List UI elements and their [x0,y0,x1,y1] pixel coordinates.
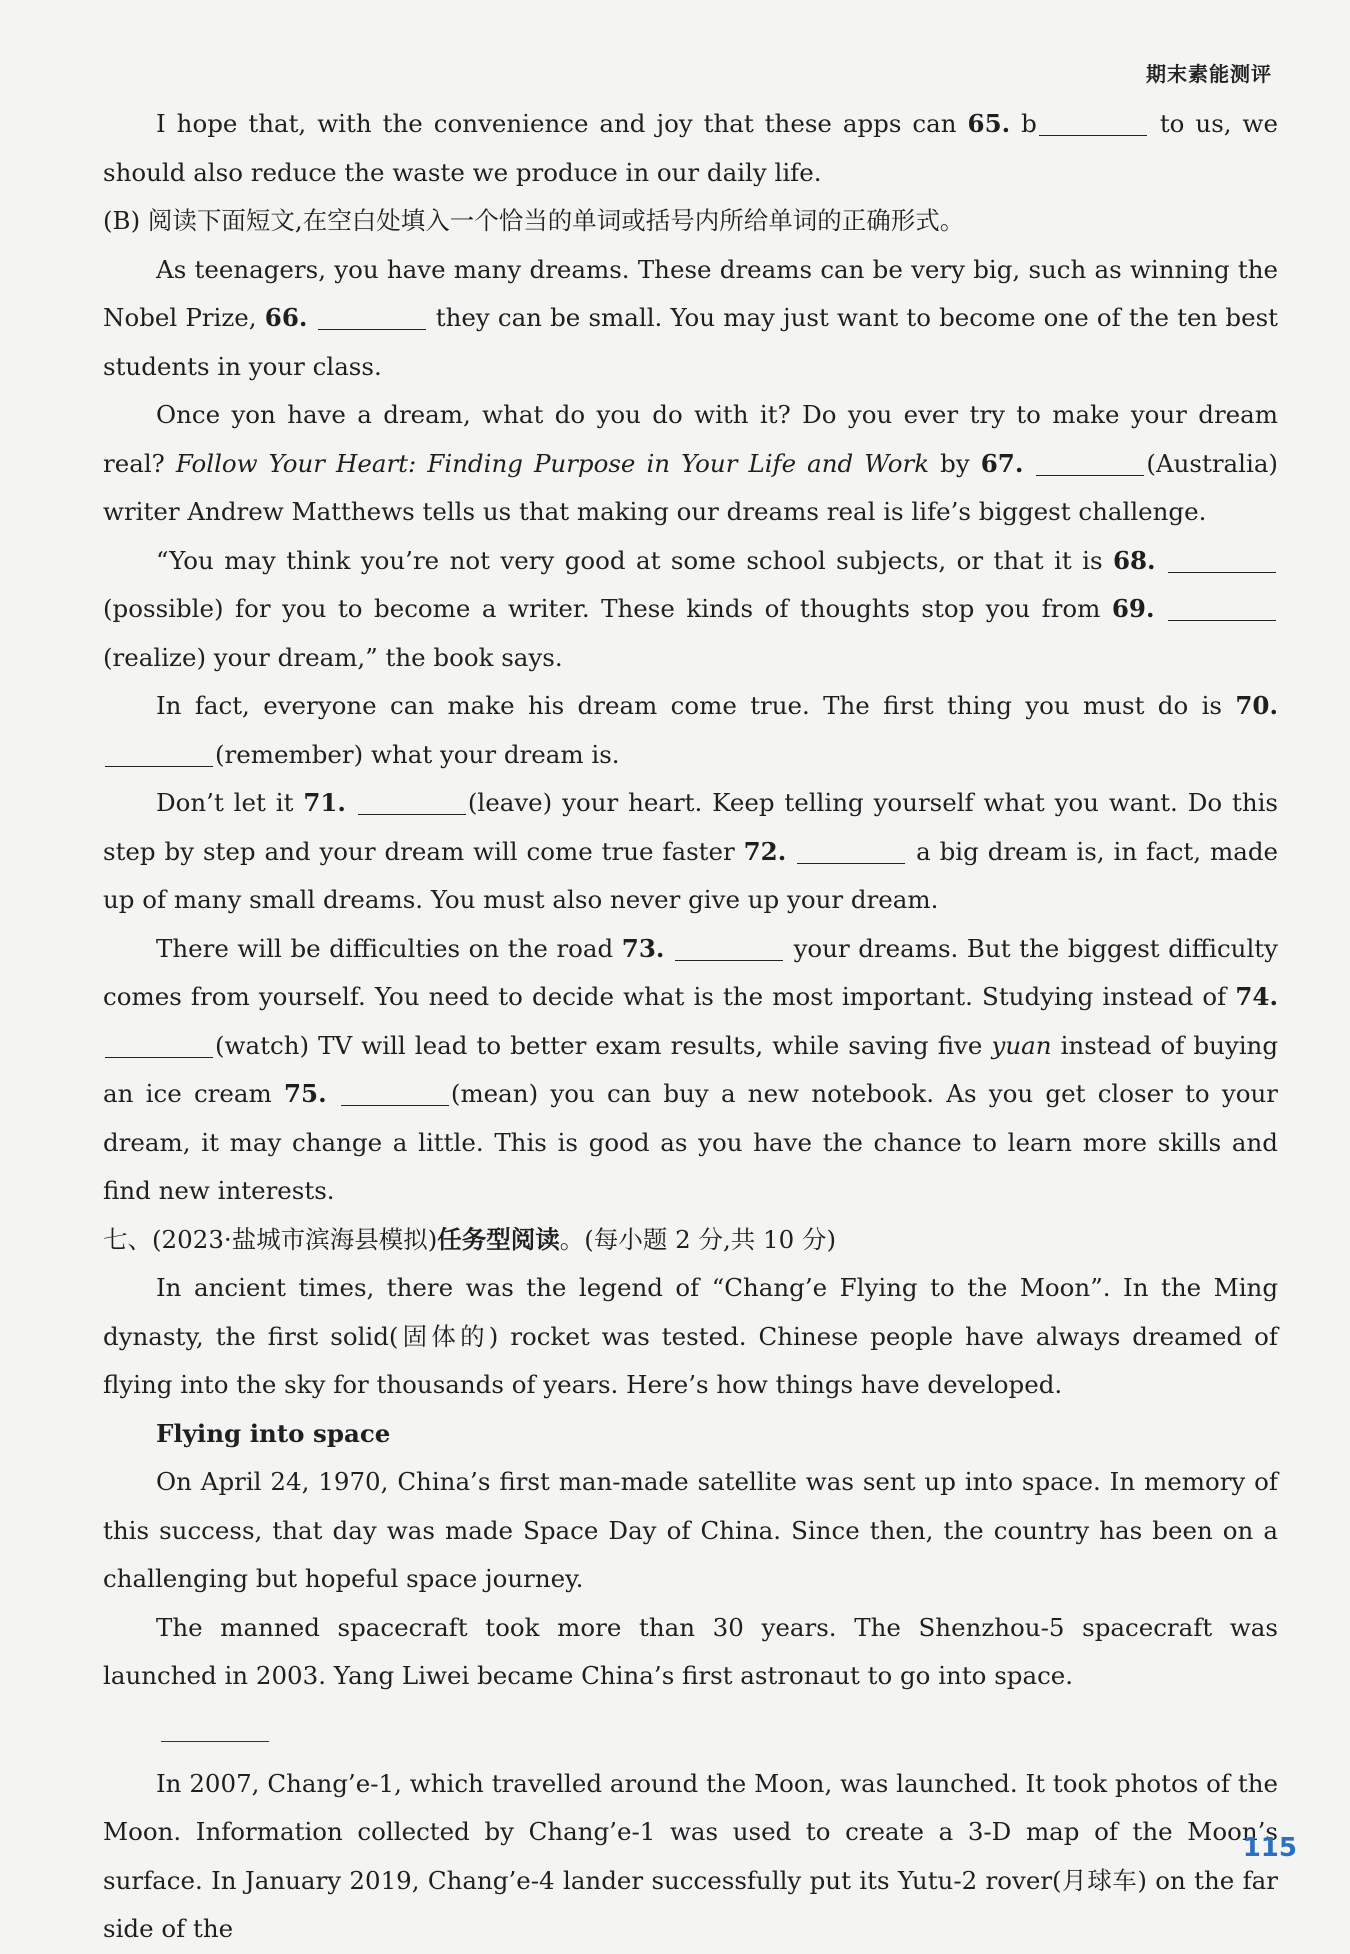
section-b-paragraph-3 [103,537,1278,683]
answer-blank-74[interactable] [105,1032,213,1058]
section-7-source: 七、(2023·盐城市滨海县模拟) [103,1224,438,1254]
text-segment: (remember) what your dream is. [215,739,620,769]
question-number-66: 66. [264,303,308,332]
section-7-paragraph-3: In 2007, Chang’e-1, which travelled around the Moon, was launched. It took photos of the Moon. Information collected by Chang’e-1 was used to create a 3-D map of the Moon’s surface. In January 2019, Chang’e-4 lander successfully put its Yutu-2 rover(月球车) on the far side of the [103,1768,1278,1943]
answer-blank-68[interactable] [1168,547,1276,573]
answer-blank-67[interactable] [1036,450,1144,476]
separator-rule [161,1741,269,1742]
answer-blank-69[interactable] [1168,596,1276,622]
text-segment: Once yon have a dream, what do you do with it? Do you ever try to make your dream real? [103,400,1278,478]
section-7-intro: In ancient times, there was the legend of “Chang’e Flying to the Moon”. In the Ming dynasty, the first solid(固体的) rocket was tested. Chinese people have always dreamed of flying into the sky for thousands of years. Here’s how things have developed. [103,1273,1278,1399]
answer-blank-73[interactable] [675,935,783,961]
section-b-paragraph-2 [103,391,1278,537]
text-segment: (leave) your heart. Keep telling yourself what you want. Do this step by step and your dream will come true faster [103,788,1279,866]
question-number-71: 71. [303,788,346,817]
text-segment: I hope that, with the convenience and joy that these apps can [156,109,968,138]
answer-blank-70[interactable] [105,741,213,767]
section-7-title: 任务型阅读 [437,1224,560,1254]
text-segment: your dreams. But the biggest difficulty comes from yourself. You need to decide what is the most important. Studying instead of [103,933,1278,1011]
text-segment: Don’t let it [156,788,304,817]
text-segment: a big dream is, in fact, made up of many small dreams. You must also never give up your dream. [103,836,1279,914]
answer-blank-72[interactable] [797,838,905,864]
answer-blank-65[interactable] [1039,111,1147,137]
book-title: Follow Your Heart: Finding Purpose in Your Life and Work [175,448,930,478]
question-number-65: 65. [967,109,1011,138]
answer-blank-71[interactable] [358,790,466,816]
section-7-heading [103,1216,1278,1265]
text-segment: (mean) you can buy a new notebook. As you get closer to your dream, it may change a little. This is good as you have the chance to learn more skills and find new interests. [103,1079,1278,1205]
answer-blank-66[interactable] [318,305,426,331]
page-header-title: 期末素能测评 [1146,62,1272,86]
page-number: 115 [1242,1833,1297,1863]
section-7-paragraph-1: On April 24, 1970, China’s first man-made satellite was sent up into space. In memory of this success, that day was made Space Day of China. Since then, the country has been on a challenging but hopeful space journey. [103,1467,1278,1593]
section-b-paragraph-6 [103,925,1278,1216]
section-b-paragraph-4 [103,682,1278,779]
page-content [103,100,1278,1954]
italic-word-yuan: yuan [991,1030,1052,1060]
section-7-paragraph-2: The manned spacecraft took more than 30 years. The Shenzhou-5 spacecraft was launched in 2003. Yang Liwei became China’s first astronaut to go into space. [103,1612,1278,1690]
text-segment: (possible) for you to become a writer. These kinds of thoughts stop you from [103,594,1112,623]
text-segment: (realize) your dream,” the book says. [103,642,563,672]
text-segment: by [929,448,981,478]
section-b-instructions: (B) 阅读下面短文,在空白处填入一个恰当的单词或括号内所给单词的正确形式。 [103,206,965,235]
question-number-69: 69. [1111,594,1155,623]
text-segment: they can be small. You may just want to become one of the ten best students in your class. [103,303,1279,381]
text-segment: In fact, everyone can make his dream come true. The first thing you must do is [156,691,1236,720]
text-segment: instead of buying an ice cream [103,1030,1278,1108]
section-b-paragraph-5 [103,779,1278,925]
text-segment: (watch) TV will lead to better exam results, while saving five [215,1030,992,1060]
passage-a-closing-paragraph [103,100,1278,197]
text-segment: As teenagers, you have many dreams. These dreams can be very big, such as winning the Nobel Prize, [103,254,1278,332]
question-number-74: 74. [1235,982,1278,1011]
section-7-scoring: 。(每小题 2 分,共 10 分) [559,1224,837,1254]
text-segment: There will be difficulties on the road [156,933,622,963]
text-segment: (Australia) writer Andrew Matthews tells us that making our dreams real is life’s biggest challenge. [103,448,1278,526]
blank-hint-letter: b [1021,109,1037,138]
question-number-67: 67. [980,448,1024,478]
text-segment: to us, we should also reduce the waste we produce in our daily life. [103,109,1279,187]
text-segment: “You may think you’re not very good at some school subjects, or that it is [156,545,1113,575]
question-number-72: 72. [743,836,787,866]
question-number-73: 73. [621,933,665,963]
section-7-subheading: Flying into space [156,1418,391,1448]
question-number-75: 75. [284,1079,327,1108]
section-b-paragraph-1 [103,246,1278,392]
answer-blank-75[interactable] [341,1081,449,1107]
question-number-68: 68. [1112,545,1156,575]
question-number-70: 70. [1235,691,1278,720]
